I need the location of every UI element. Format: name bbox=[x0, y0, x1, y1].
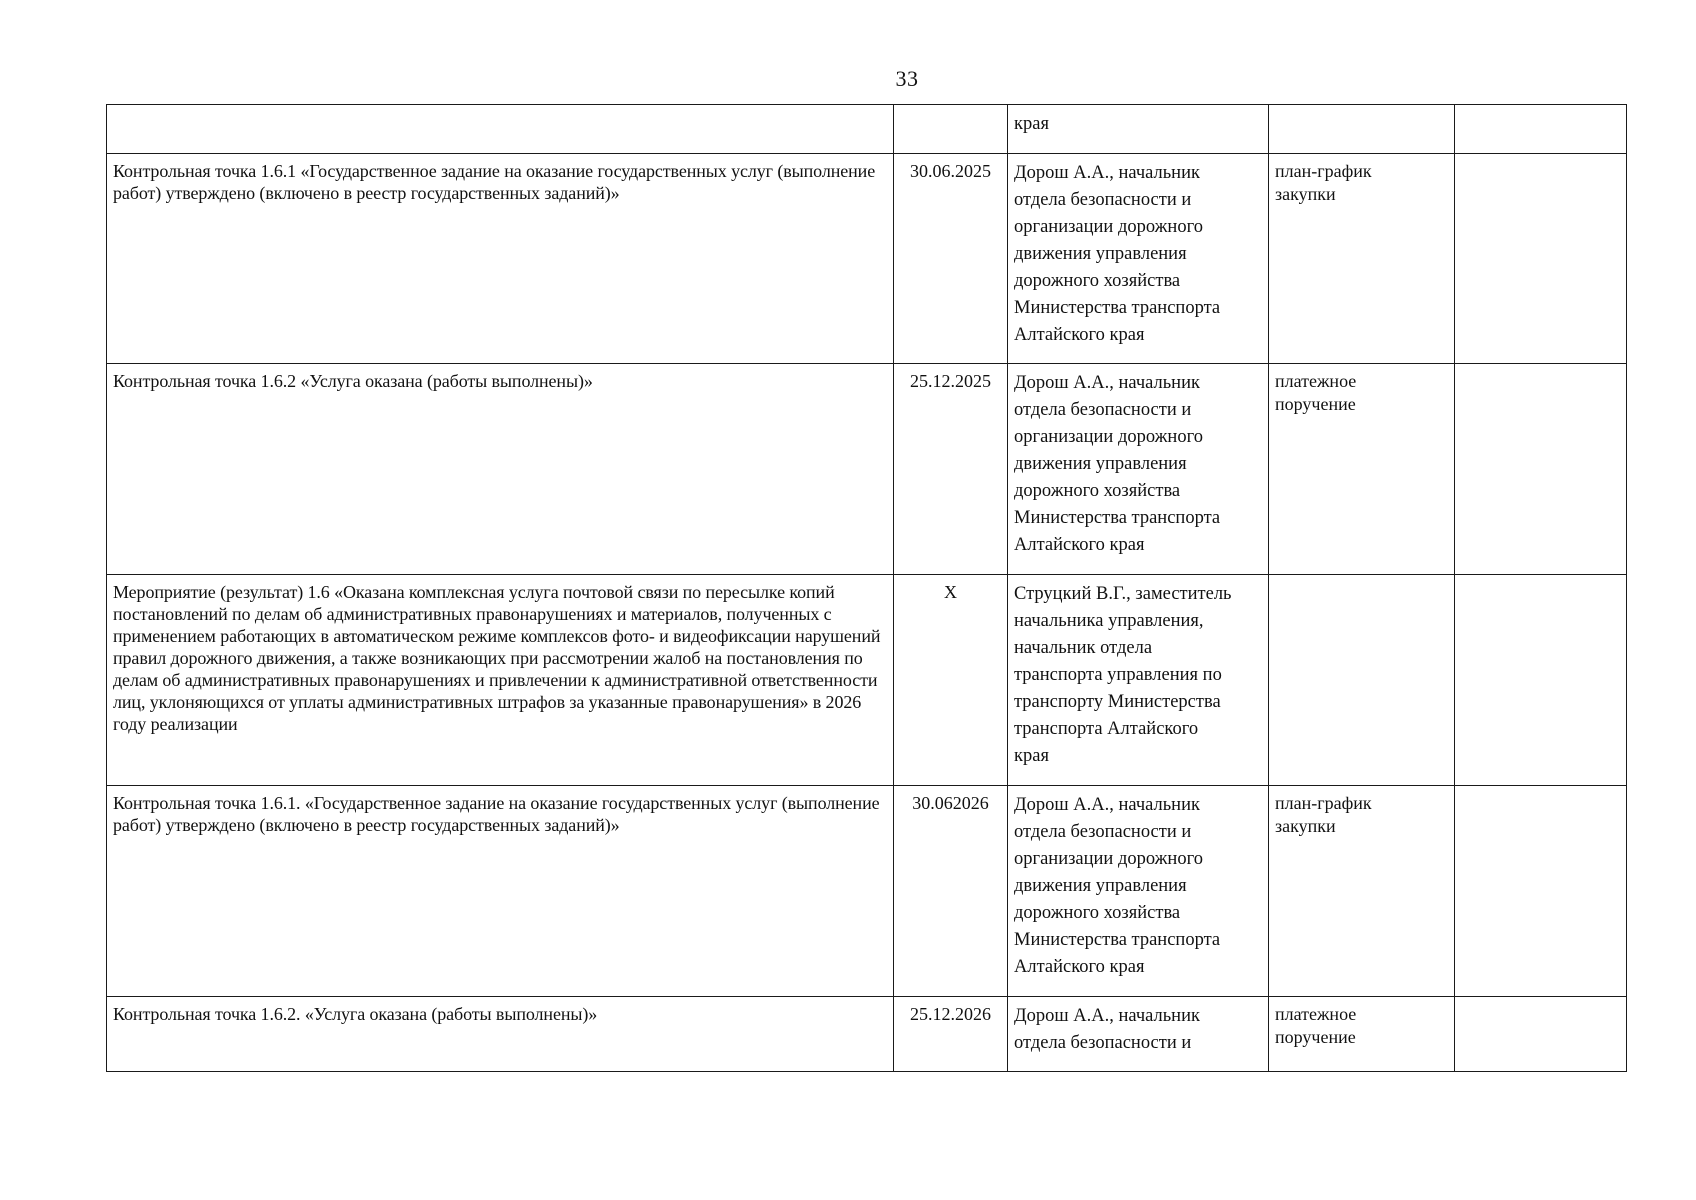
responsible-line: края bbox=[1014, 746, 1049, 766]
row-note bbox=[1455, 105, 1627, 154]
responsible-line: транспорту Министерства bbox=[1014, 692, 1221, 712]
responsible-line: начальника управления, bbox=[1014, 611, 1204, 631]
responsible-line: Дорош А.А., начальник bbox=[1014, 373, 1200, 393]
row-document bbox=[1269, 364, 1455, 575]
row-document bbox=[1269, 154, 1455, 364]
row-date bbox=[894, 105, 1008, 154]
row-date: 30.062026 bbox=[894, 786, 1008, 997]
responsible-line: дорожного хозяйства bbox=[1014, 481, 1181, 501]
row-document bbox=[1269, 997, 1455, 1072]
responsible-line: края bbox=[1014, 114, 1049, 134]
row-note bbox=[1455, 575, 1627, 786]
responsible-line: движения управления bbox=[1014, 454, 1187, 474]
row-note bbox=[1455, 154, 1627, 364]
document-line: план-график bbox=[1275, 793, 1372, 813]
row-responsible bbox=[1008, 105, 1269, 154]
row-note bbox=[1455, 997, 1627, 1072]
responsible-line: Струцкий В.Г., заместитель bbox=[1014, 584, 1232, 604]
row-responsible bbox=[1008, 575, 1269, 786]
responsible-line: организации дорожного bbox=[1014, 217, 1203, 237]
responsible-line: отдела безопасности и bbox=[1014, 400, 1192, 420]
responsible-line: дорожного хозяйства bbox=[1014, 271, 1181, 291]
row-document bbox=[1269, 786, 1455, 997]
responsible-line: организации дорожного bbox=[1014, 849, 1203, 869]
row-responsible bbox=[1008, 154, 1269, 364]
row-description: Мероприятие (результат) 1.6 «Оказана комплексная услуга почтовой связи по пересылке копий постановлений по делам об административных правонарушениях и материалов, полученных с применением работающих в автоматическом режиме комплексов фото- и видеофиксации нарушений правил дорожного движения, а также возникающих при рассмотрении жалоб на постановления по делам об административных правонарушениях и привлечении к административной ответственности лиц, уклоняющихся от уплаты административных штрафов за указанные правонарушения» в 2026 году реализации bbox=[107, 575, 894, 786]
table-row bbox=[107, 786, 1627, 997]
row-document bbox=[1269, 105, 1455, 154]
row-date: X bbox=[894, 575, 1008, 786]
table-row bbox=[107, 364, 1627, 575]
document-line: платежное bbox=[1275, 371, 1357, 391]
responsible-line: движения управления bbox=[1014, 244, 1187, 264]
responsible-line: транспорта Алтайского bbox=[1014, 719, 1199, 739]
document-line: платежное bbox=[1275, 1004, 1357, 1024]
responsible-line: Алтайского края bbox=[1014, 325, 1145, 345]
table-row bbox=[107, 575, 1627, 786]
table-row bbox=[107, 154, 1627, 364]
row-date: 30.06.2025 bbox=[894, 154, 1008, 364]
row-responsible bbox=[1008, 997, 1269, 1072]
responsible-line: Дорош А.А., начальник bbox=[1014, 1006, 1200, 1026]
row-description: Контрольная точка 1.6.1 «Государственное задание на оказание государственных услуг (выполнение работ) утверждено (включено в реестр государственных заданий)» bbox=[107, 154, 894, 364]
responsible-line: начальник отдела bbox=[1014, 638, 1153, 658]
row-date: 25.12.2025 bbox=[894, 364, 1008, 575]
responsible-line: Алтайского края bbox=[1014, 957, 1145, 977]
responsible-line: Министерства транспорта bbox=[1014, 508, 1221, 528]
row-description: Контрольная точка 1.6.1. «Государственное задание на оказание государственных услуг (выполнение работ) утверждено (включено в реестр государственных заданий)» bbox=[107, 786, 894, 997]
responsible-line: Алтайского края bbox=[1014, 535, 1145, 555]
document-line: план-график bbox=[1275, 161, 1372, 181]
responsible-line: Министерства транспорта bbox=[1014, 930, 1221, 950]
responsible-line: отдела безопасности и bbox=[1014, 822, 1192, 842]
responsible-line: организации дорожного bbox=[1014, 427, 1203, 447]
row-date: 25.12.2026 bbox=[894, 997, 1008, 1072]
responsible-line: Дорош А.А., начальник bbox=[1014, 163, 1200, 183]
page-number: 33 bbox=[895, 66, 919, 91]
row-description bbox=[107, 105, 894, 154]
responsible-line: транспорта управления по bbox=[1014, 665, 1222, 685]
row-responsible bbox=[1008, 786, 1269, 997]
control-points-table bbox=[106, 104, 1627, 1072]
document-line: поручение bbox=[1275, 394, 1356, 414]
responsible-line: отдела безопасности и bbox=[1014, 190, 1192, 210]
row-note bbox=[1455, 786, 1627, 997]
responsible-line: дорожного хозяйства bbox=[1014, 903, 1181, 923]
document-line: закупки bbox=[1275, 184, 1336, 204]
table-row bbox=[107, 105, 1627, 154]
responsible-line: Дорош А.А., начальник bbox=[1014, 795, 1200, 815]
responsible-line: Министерства транспорта bbox=[1014, 298, 1221, 318]
responsible-line: отдела безопасности и bbox=[1014, 1033, 1192, 1053]
row-description: Контрольная точка 1.6.2. «Услуга оказана (работы выполнены)» bbox=[107, 997, 894, 1072]
row-document bbox=[1269, 575, 1455, 786]
table-row bbox=[107, 997, 1627, 1072]
row-description: Контрольная точка 1.6.2 «Услуга оказана (работы выполнены)» bbox=[107, 364, 894, 575]
document-line: поручение bbox=[1275, 1027, 1356, 1047]
responsible-line: движения управления bbox=[1014, 876, 1187, 896]
row-note bbox=[1455, 364, 1627, 575]
document-line: закупки bbox=[1275, 816, 1336, 836]
row-responsible bbox=[1008, 364, 1269, 575]
